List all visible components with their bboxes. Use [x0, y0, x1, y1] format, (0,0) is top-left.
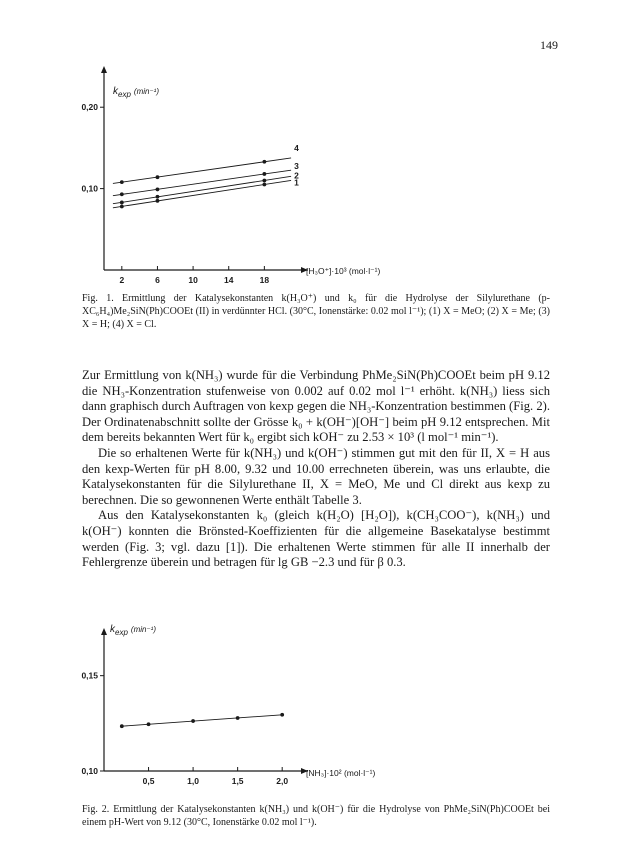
paragraph-2: Die so erhaltenen Werte für k(NH₃) und k(OH⁻) stimmen gut mit den für II, X = H aus den kexp-Werten für pH 8.00, 9.32 und 10.00 errechneten überein, was uns erlaubte, die Katalysekonstanten für die Silylurethane II, X = MeO, Me und Cl direkt aus kexp zu berechnen. Die so gewonnenen Werte enthält Tabelle 3.: [82, 445, 550, 507]
data-point: [120, 724, 124, 728]
paragraph-3: Aus den Katalysekonstanten k₀ (gleich k(H₂O) [H₂O]), k(CH₃COO⁻), k(NH₃) und k(OH⁻) konnten die Brönsted-Koeffizienten für die allgemeine Basekatalyse bestimmt werden (Fig. 3; vgl. dazu [1]). Die erhaltenen Werte stimmen für alle II innerhalb der Fehlergrenze überein und betragen für lg GB −2.3 und für β 0.3.: [82, 508, 550, 570]
figure-1-x-label: [H₃O⁺]·10³ (mol·l⁻¹): [306, 266, 381, 276]
figure-2-caption: Fig. 2. Ermittlung der Katalysekonstanten k(NH₃) und k(OH⁻) für die Hydrolyse von PhMe₂SiN(Ph)COOEt bei einem pH-Wert von 9.12 (30°C, Ionenstärke 0.02 mol l⁻¹).: [82, 804, 550, 828]
x-tick-label: 6: [155, 275, 160, 285]
series-label: 3: [294, 161, 299, 172]
figure-2-x-label: [NH₃]·10² (mol·l⁻¹): [306, 768, 376, 778]
x-tick-label: 2,0: [276, 776, 289, 786]
figure-2-y-label: $k_{exp}$ $^{(min^{-1})}$: [110, 624, 157, 637]
y-tick-label: 0,20: [81, 102, 98, 113]
x-tick-label: 1,0: [187, 776, 200, 786]
page-number: 149: [540, 38, 558, 52]
y-tick-label: 0,10: [81, 766, 98, 776]
data-point: [280, 713, 284, 717]
figure-2-series: [120, 713, 284, 728]
series-label: 4: [294, 142, 299, 153]
y-tick-label: 0,15: [81, 670, 98, 681]
y-tick-label: 0,10: [81, 183, 98, 194]
series-label: 2: [294, 170, 299, 181]
x-tick-label: 2: [119, 275, 125, 285]
figure-2-axes: [81, 628, 308, 786]
y-axis-arrow: [101, 628, 107, 635]
figure-1-y-label: $k_{exp}$ $^{(min^{-1})}$: [113, 86, 160, 99]
data-point: [191, 719, 195, 723]
x-tick-label: 1,5: [231, 776, 244, 786]
data-point: [236, 716, 240, 720]
data-point: [147, 722, 151, 726]
x-tick-label: 10: [188, 275, 198, 285]
x-tick-label: 18: [259, 275, 270, 285]
series-line: [122, 715, 282, 726]
x-tick-label: 14: [223, 275, 234, 285]
paragraph-1: Zur Ermittlung von k(NH₃) wurde für die Verbindung PhMe₂SiN(Ph)COOEt beim pH 9.12 die NH₃-Konzentration stufenweise von 0.002 auf 0.02 mol l⁻¹ erhöht. k(NH₃) liess sich dann graphisch durch Auftragen von kexp gegen die NH₃-Konzentration bestimmen (Fig. 2). Der Ordinatenabschnitt sollte der Grösse k₀ + k(OH⁻)[OH⁻] beim pH 9.12 entsprechen. Mit dem bereits bekannten Wert für k₀ ergibt sich kOH⁻ zu 2.53 × 10³ (l mol⁻¹ min⁻¹).: [82, 368, 550, 445]
figure-1-caption: Fig. 1. Ermittlung der Katalysekonstanten k(H₃O⁺) und k₀ für die Hydrolyse der Silylurethane (p-XC₆H₄)Me₂SiN(Ph)COOEt (II) in verdünnter HCl. (30°C, Ionenstärke: 0.02 mol l⁻¹); (1) X = MeO; (2) X = Me; (3) X = H; (4) X = Cl.: [82, 293, 550, 330]
x-tick-label: 0,5: [142, 776, 155, 786]
series-label: 1: [294, 177, 299, 188]
